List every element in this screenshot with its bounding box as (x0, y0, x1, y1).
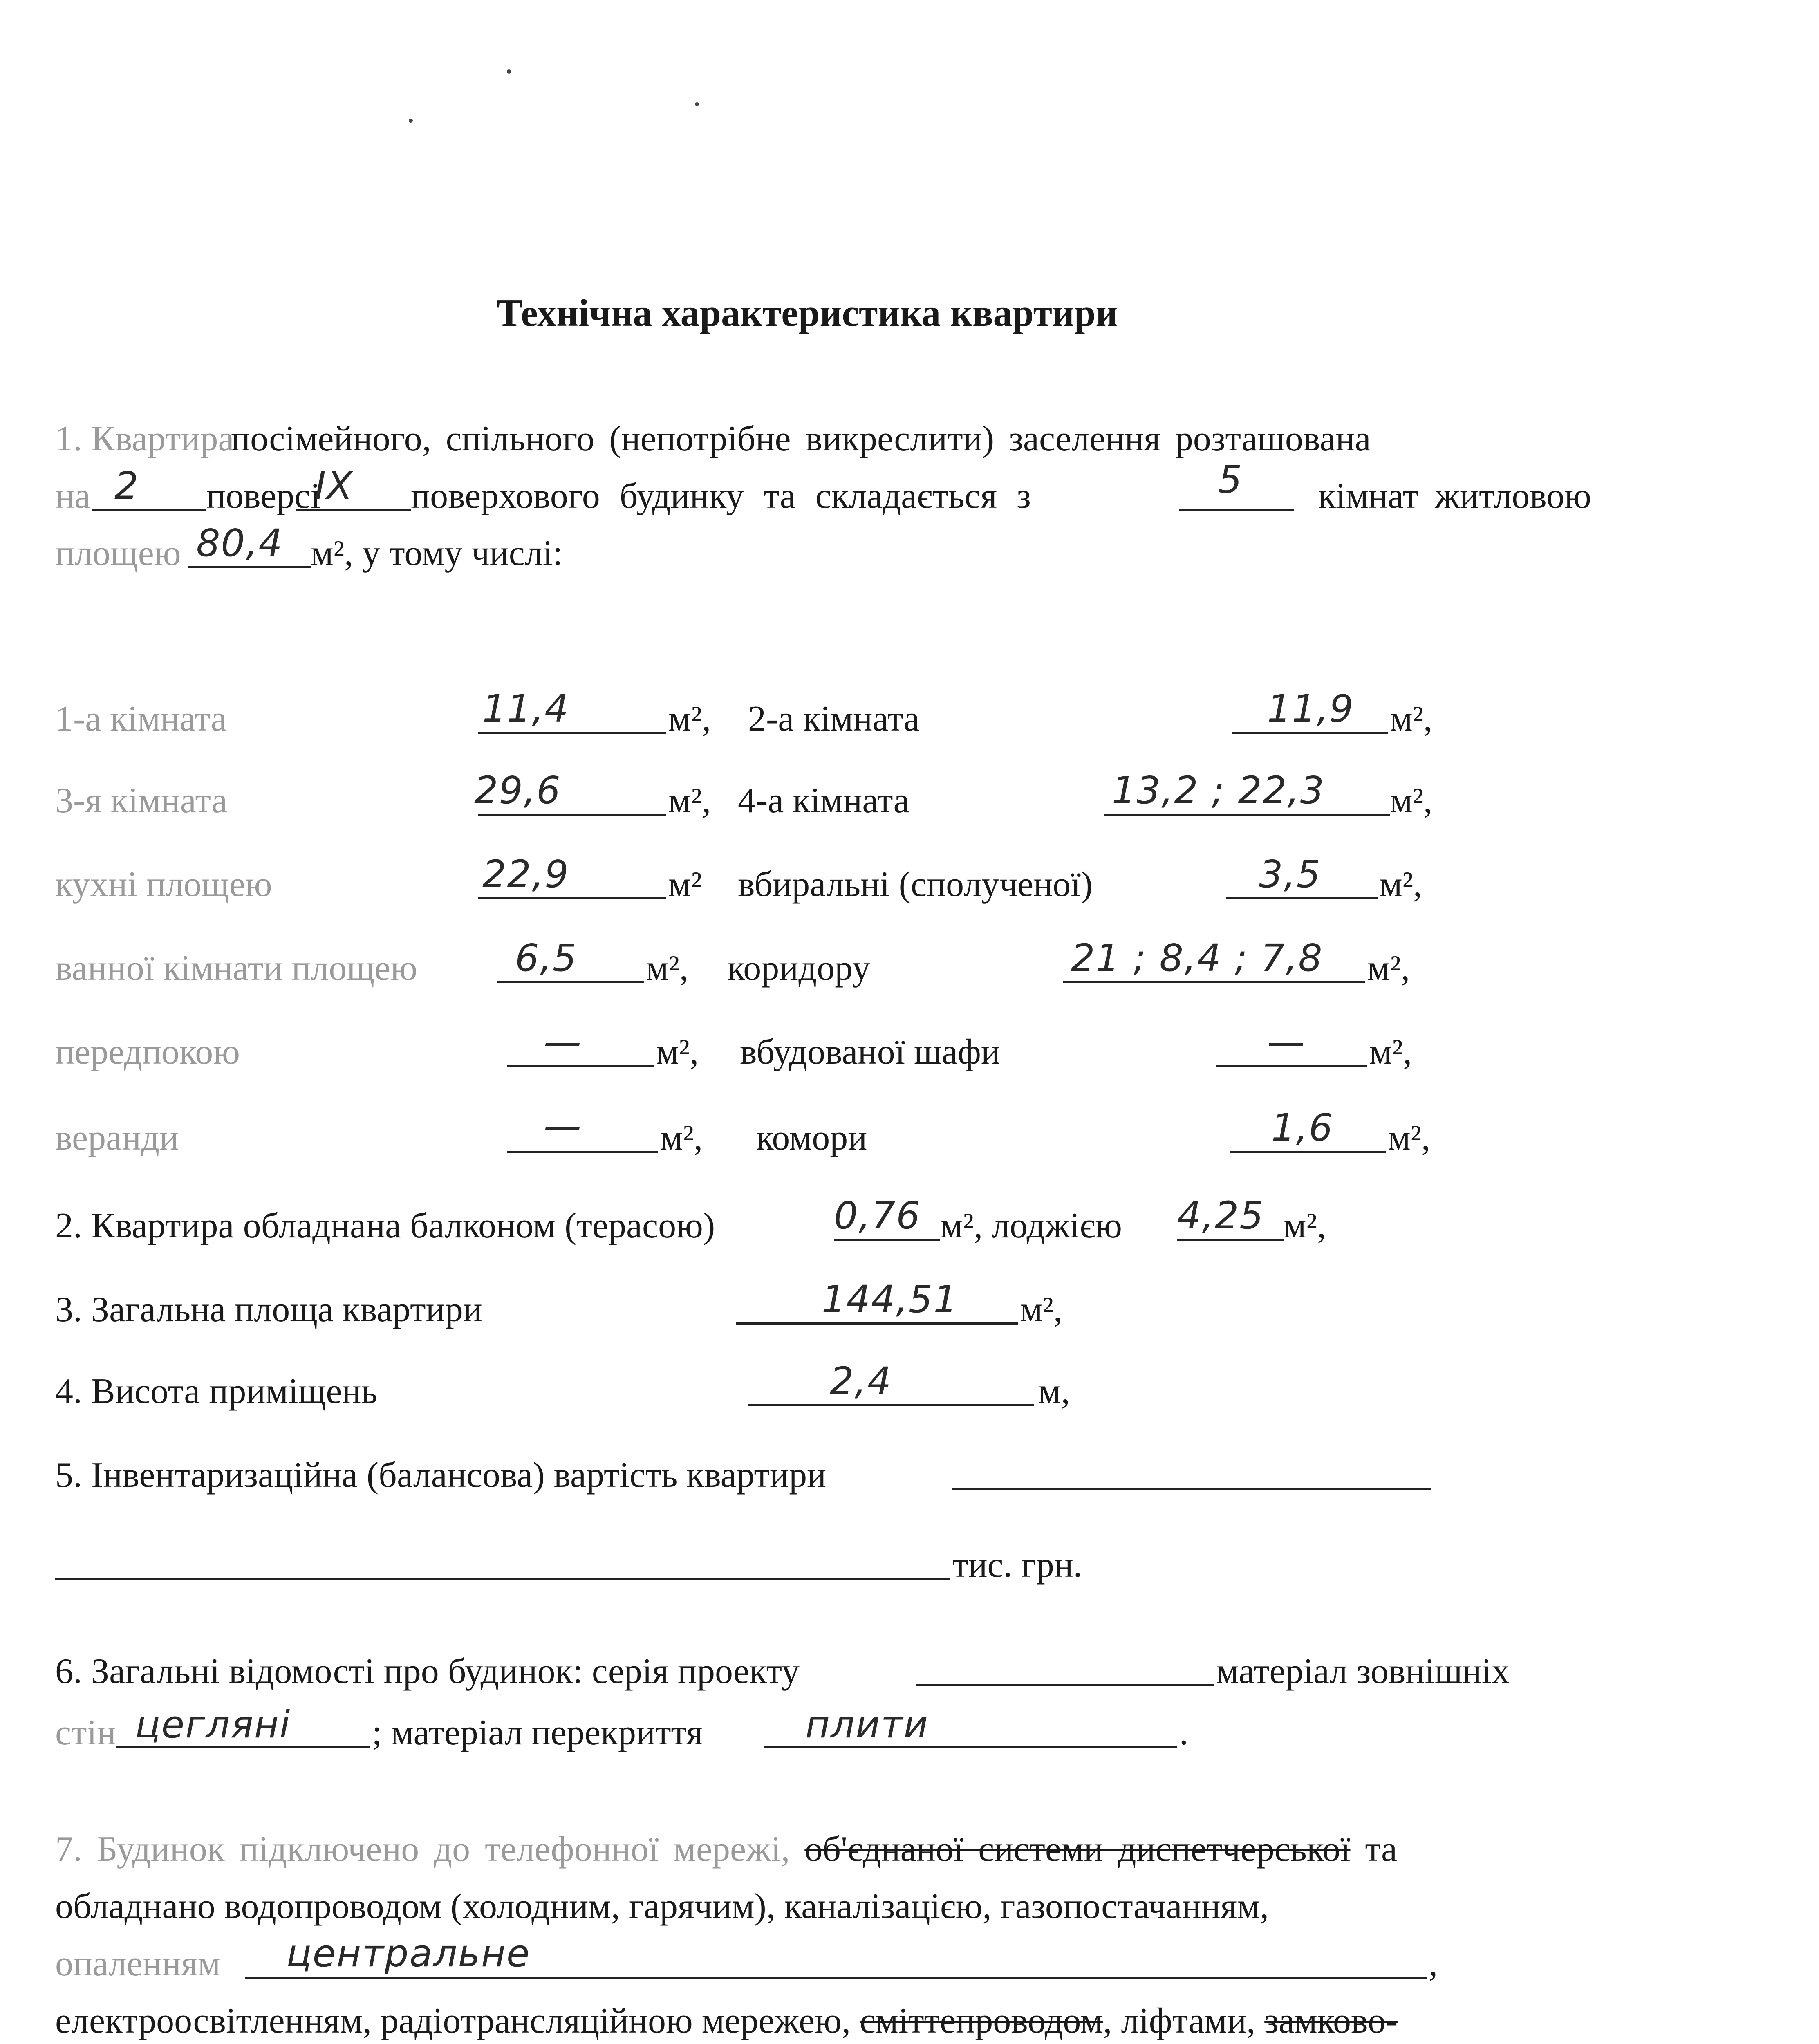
room4-label: 4-а кімната (738, 781, 910, 820)
ceiling-material-label: ; матеріал перекриття (372, 1713, 703, 1753)
kitchen-value: 22,9 (482, 852, 569, 896)
corridor-unit: м², (1367, 948, 1410, 988)
room1-value: 11,4 (482, 687, 569, 731)
p7-line4-a: електроосвітленням, радіотрансляційною мережею, (55, 2001, 851, 2041)
room2-label: 2-а кімната (748, 699, 920, 739)
p1-line1-label (55, 421, 234, 457)
heating-line (245, 1977, 1427, 1979)
bathroom-combined-unit: м², (1380, 865, 1422, 904)
corridor-label: коридору (728, 948, 870, 988)
wall-material-label: матеріал зовнішніх (1216, 1652, 1510, 1691)
built-in-wardrobe-unit: м², (1369, 1032, 1412, 1072)
height-unit: м, (1038, 1372, 1070, 1411)
loggia-value: 4,25 (1177, 1194, 1264, 1237)
page-title: Технічна характеристика квартири (497, 292, 1118, 334)
hallway-value: — (544, 1020, 582, 1064)
p1-line1-text: посімейного, спільного (непотрібне викреслити) заселення розташована (231, 419, 1371, 459)
p7-struck-garbage: сміттепроводом (859, 2001, 1103, 2041)
p7-line1-b: та (1365, 1829, 1398, 1869)
height-value: 2,4 (830, 1359, 892, 1403)
bathroom-combined-line (1226, 897, 1378, 899)
walls-label: стін (55, 1713, 116, 1753)
corridor-line (1063, 981, 1365, 983)
p7-struck-intercom-a: замково- (1264, 2001, 1398, 2041)
room1-unit: м², (668, 699, 711, 739)
bath-room-unit: м², (646, 948, 689, 988)
living-area-line (188, 566, 311, 568)
floor-label: поверсі (206, 476, 320, 516)
rooms-label: кімнат житловою (1318, 476, 1591, 516)
loggia-label: м², лоджією (940, 1206, 1122, 1246)
p7-line1 (55, 1831, 1397, 1867)
room3-line (478, 814, 666, 816)
rooms-line (1179, 509, 1294, 511)
built-in-wardrobe-line (1216, 1065, 1367, 1067)
total-floors-line (296, 509, 411, 511)
p2-text: 2. Квартира обладнана балконом (терасою) (55, 1206, 715, 1246)
p7-line2: обладнано водопроводом (холодним, гарячим), каналізацією, газопостачанням, (55, 1887, 1269, 1926)
inventory-value-line1 (952, 1488, 1431, 1490)
bathroom-combined-value: 3,5 (1259, 852, 1322, 896)
room4-unit: м², (1390, 781, 1433, 820)
floor-line (92, 509, 206, 511)
total-area-value: 144,51 (822, 1278, 958, 1321)
ceiling-end: . (1179, 1713, 1188, 1753)
inventory-value-unit: тис. грн. (952, 1545, 1082, 1585)
bath-room-label: ванної кімнати площею (55, 948, 417, 988)
corridor-value: 21 ; 8,4 ; 7,8 (1071, 936, 1323, 980)
p2-balcony-label (55, 1208, 715, 1244)
floor-value: 2 (114, 464, 139, 508)
p1-number: 1. Квартира (55, 419, 234, 459)
bath-room-value: 6,5 (515, 936, 578, 980)
kitchen-line (478, 897, 666, 899)
total-area-line (736, 1322, 1018, 1325)
room2-line (1232, 732, 1388, 734)
rooms-value: 5 (1218, 458, 1243, 502)
living-area-unit: м², у тому числі: (311, 533, 563, 573)
heating-value: центральне (286, 1932, 531, 1975)
walls-value: цегляні (135, 1703, 291, 1746)
project-series-line (916, 1684, 1214, 1686)
scan-speck (695, 102, 699, 106)
kitchen-label: кухні площею (55, 865, 272, 904)
total-floors-value: IX (315, 464, 354, 508)
kitchen-unit: м² (668, 865, 702, 904)
room2-value: 11,9 (1267, 687, 1354, 731)
room3-value: 29,6 (474, 769, 561, 812)
room2-unit: м², (1390, 699, 1433, 739)
veranda-line (507, 1151, 658, 1153)
height-label: 4. Висота приміщень (55, 1372, 378, 1411)
heating-label: опаленням (55, 1944, 221, 1983)
veranda-label: веранди (55, 1118, 179, 1158)
built-in-wardrobe-value: — (1267, 1020, 1306, 1064)
hallway-label: передпокою (55, 1032, 240, 1072)
storeroom-line (1230, 1151, 1386, 1153)
p7-struck-dispatch: об'єднаної системи диспетчерської (804, 1829, 1351, 1869)
room3-label: 3-я кімната (55, 781, 228, 820)
heating-end: , (1429, 1944, 1438, 1983)
p1-on-label: на (55, 476, 91, 516)
hallway-unit: м², (656, 1032, 699, 1072)
total-area-unit: м², (1020, 1290, 1063, 1329)
veranda-unit: м², (660, 1118, 703, 1158)
inventory-value-label: 5. Інвентаризаційна (балансова) вартість квартири (55, 1455, 827, 1495)
living-area-label: площею (55, 533, 181, 573)
p7-line1-a: 7. Будинок підключено до телефонної мережі, (55, 1829, 790, 1869)
room1-label: 1-а кімната (55, 699, 227, 739)
room1-line (478, 732, 666, 734)
storeroom-value: 1,6 (1271, 1106, 1334, 1150)
storeroom-label: комори (756, 1118, 867, 1158)
balcony-line (834, 1239, 940, 1241)
veranda-value: — (544, 1104, 582, 1148)
total-area-label: 3. Загальна площа квартири (55, 1290, 482, 1329)
bathroom-combined-label: вбиральні (сполученої) (738, 865, 1093, 904)
living-area-value: 80,4 (196, 521, 283, 565)
room4-value: 13,2 ; 22,3 (1112, 769, 1325, 812)
scan-speck (409, 119, 413, 123)
p7-line4 (55, 2003, 1398, 2039)
built-in-wardrobe-label: вбудованої шафи (740, 1032, 1000, 1072)
room4-line (1104, 814, 1390, 816)
bath-room-line (497, 981, 644, 983)
scan-speck (507, 69, 511, 74)
building-info-label: 6. Загальні відомості про будинок: серія проекту (55, 1652, 800, 1691)
ceiling-value: плити (805, 1703, 929, 1746)
loggia-unit: м², (1284, 1206, 1326, 1246)
inventory-value-line2 (55, 1578, 950, 1580)
loggia-line (1177, 1239, 1284, 1241)
storeroom-unit: м², (1388, 1118, 1431, 1158)
height-line (748, 1404, 1034, 1406)
room3-unit: м², (668, 781, 711, 820)
building-label: поверхового будинку та складається з (411, 476, 1031, 516)
p7-line4-b: , ліфтами, (1103, 2001, 1256, 2041)
hallway-line (507, 1065, 654, 1067)
balcony-value: 0,76 (834, 1194, 921, 1237)
